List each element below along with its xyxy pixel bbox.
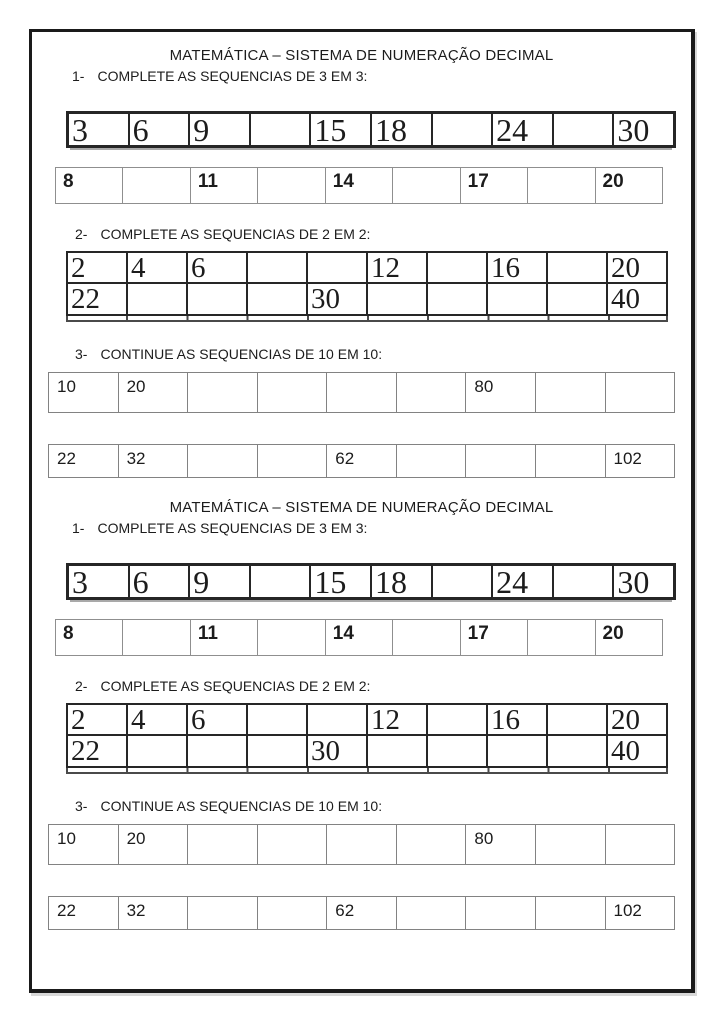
sequence-cell: 14 [325,168,392,203]
seq3-answer-table [55,619,663,656]
sequence-cell: 11 [190,168,257,203]
question-2-label [75,677,691,695]
sequence-cell: 102 [605,897,675,929]
question-1-label [72,67,691,85]
sequence-cell [257,620,324,655]
sequence-cell: 6 [186,253,246,282]
sequence-cell [552,114,613,145]
question-2-text: COMPLETE AS SEQUENCIAS DE 2 EM 2: [100,226,371,242]
sequence-cell: 30 [612,114,673,145]
sequence-cell: 17 [460,168,527,203]
sequence-cell: 9 [188,114,249,145]
sequence-cell [187,445,257,477]
question-3-text: CONTINUE AS SEQUENCIAS DE 10 EM 10: [100,346,383,362]
sequence-cell: 3 [72,566,88,597]
sequence-cell [186,736,246,766]
sequence-cell: 4 [126,705,186,734]
sequence-cell [431,114,492,145]
sequence-cell: 20 [595,620,662,655]
sequence-cell [535,825,605,864]
sequence-cell [426,705,486,734]
sequence-cell: 20 [606,705,666,734]
seq10-table-1 [48,372,675,413]
sequence-cell [396,897,466,929]
sequence-cell [546,284,606,314]
sequence-cell [366,736,426,766]
sequence-cell [426,284,486,314]
sequence-cell [186,284,246,314]
sequence-cell [605,825,675,864]
sequence-cell: 4 [126,253,186,282]
sequence-cell: 2 [71,705,86,734]
seq2-table-row2 [66,734,668,768]
question-1-text: COMPLETE AS SEQUENCIAS DE 3 EM 3: [97,68,368,84]
sequence-cell [396,825,466,864]
seq2-table-row1 [66,703,668,736]
sequence-cell: 2 [71,253,86,282]
sequence-cell: 18 [370,114,431,145]
sequence-cell: 40 [606,736,666,766]
question-2-number: 2- [75,226,88,242]
sequence-cell: 22 [57,449,76,468]
seq2-table-cutoff-row [66,768,668,774]
question-3-text: CONTINUE AS SEQUENCIAS DE 10 EM 10: [100,798,383,814]
sequence-cell: 15 [309,566,370,597]
sequence-cell [187,897,257,929]
sequence-cell: 8 [63,171,74,192]
sequence-cell [486,284,546,314]
sequence-cell: 16 [486,705,546,734]
question-1-number: 1- [72,68,85,84]
sequence-cell [246,705,306,734]
question-3-label [75,345,691,363]
sequence-cell [546,705,606,734]
sequence-cell: 12 [366,253,426,282]
sequence-cell [122,168,189,203]
sequence-cell [126,736,186,766]
sequence-cell: 80 [465,825,535,864]
sequence-cell: 22 [71,736,100,766]
sequence-cell: 32 [118,897,188,929]
sequence-cell: 102 [605,445,675,477]
sequence-cell [306,253,366,282]
seq3-given-table [66,111,676,148]
sequence-cell [392,620,459,655]
sequence-cell [465,897,535,929]
seq10-table-2 [48,896,675,930]
seq2-table-cutoff-row [66,316,668,322]
sequence-cell: 20 [118,373,188,412]
worksheet-half-bottom [32,478,691,930]
seq10-table-2 [48,444,675,478]
sequence-cell [257,825,327,864]
sequence-cell [122,620,189,655]
sequence-cell [257,373,327,412]
sequence-cell [366,284,426,314]
sequence-cell: 30 [306,736,366,766]
sequence-cell [535,373,605,412]
sequence-cell: 22 [71,284,100,314]
sequence-cell [431,566,492,597]
sequence-cell: 6 [186,705,246,734]
sequence-cell: 10 [57,829,76,848]
sequence-cell [465,445,535,477]
sequence-cell [605,373,675,412]
sequence-cell: 10 [57,377,76,396]
sequence-cell [486,736,546,766]
seq3-given-table [66,563,676,600]
sequence-cell: 6 [128,114,189,145]
sequence-cell [396,373,466,412]
sequence-cell: 30 [612,566,673,597]
seq2-table-row1 [66,251,668,284]
sequence-cell [527,168,594,203]
sequence-cell: 12 [366,705,426,734]
sequence-cell [326,825,396,864]
sequence-cell [535,897,605,929]
sequence-cell: 8 [63,623,74,644]
sequence-cell [249,114,310,145]
sequence-cell [552,566,613,597]
sequence-cell: 15 [309,114,370,145]
sequence-cell: 24 [491,114,552,145]
sequence-cell: 9 [188,566,249,597]
sequence-cell: 62 [326,445,396,477]
sequence-cell: 30 [306,284,366,314]
question-3-label [75,797,691,815]
sequence-cell [396,445,466,477]
sequence-cell [257,897,327,929]
sequence-cell [249,566,310,597]
sequence-cell: 17 [460,620,527,655]
worksheet-half-top [32,32,691,478]
question-3-number: 3- [75,798,88,814]
sequence-cell [392,168,459,203]
sequence-cell [257,445,327,477]
worksheet-title: MATEMÁTICA – SISTEMA DE NUMERAÇÃO DECIMAL [169,47,554,64]
seq2-table-row2 [66,282,668,316]
sequence-cell [246,253,306,282]
sequence-cell: 20 [595,168,662,203]
sequence-cell [546,253,606,282]
sequence-cell [257,168,324,203]
sequence-cell: 32 [118,445,188,477]
question-1-number: 1- [72,520,85,536]
question-3-number: 3- [75,346,88,362]
worksheet-title: MATEMÁTICA – SISTEMA DE NUMERAÇÃO DECIMAL [169,499,554,516]
sequence-cell [326,373,396,412]
question-1-label [72,519,691,537]
question-2-number: 2- [75,678,88,694]
sequence-cell: 40 [606,284,666,314]
sequence-cell: 20 [118,825,188,864]
sequence-cell: 16 [486,253,546,282]
sequence-cell: 20 [606,253,666,282]
sequence-cell [246,284,306,314]
sequence-cell: 3 [72,114,88,145]
sequence-cell [546,736,606,766]
seq3-answer-table [55,167,663,204]
sequence-cell: 24 [491,566,552,597]
sequence-cell [535,445,605,477]
sequence-cell: 11 [190,620,257,655]
sequence-cell: 18 [370,566,431,597]
question-1-text: COMPLETE AS SEQUENCIAS DE 3 EM 3: [97,520,368,536]
sequence-cell [306,705,366,734]
question-2-text: COMPLETE AS SEQUENCIAS DE 2 EM 2: [100,678,371,694]
sequence-cell: 62 [326,897,396,929]
sequence-cell: 14 [325,620,392,655]
sequence-cell [187,825,257,864]
seq10-table-1 [48,824,675,865]
sequence-cell [126,284,186,314]
sequence-cell [246,736,306,766]
sequence-cell: 6 [128,566,189,597]
sequence-cell: 80 [465,373,535,412]
sequence-cell [187,373,257,412]
question-2-label [75,225,691,243]
sequence-cell [426,253,486,282]
sequence-cell [426,736,486,766]
sequence-cell: 22 [57,901,76,920]
worksheet-page [29,29,695,993]
sequence-cell [527,620,594,655]
